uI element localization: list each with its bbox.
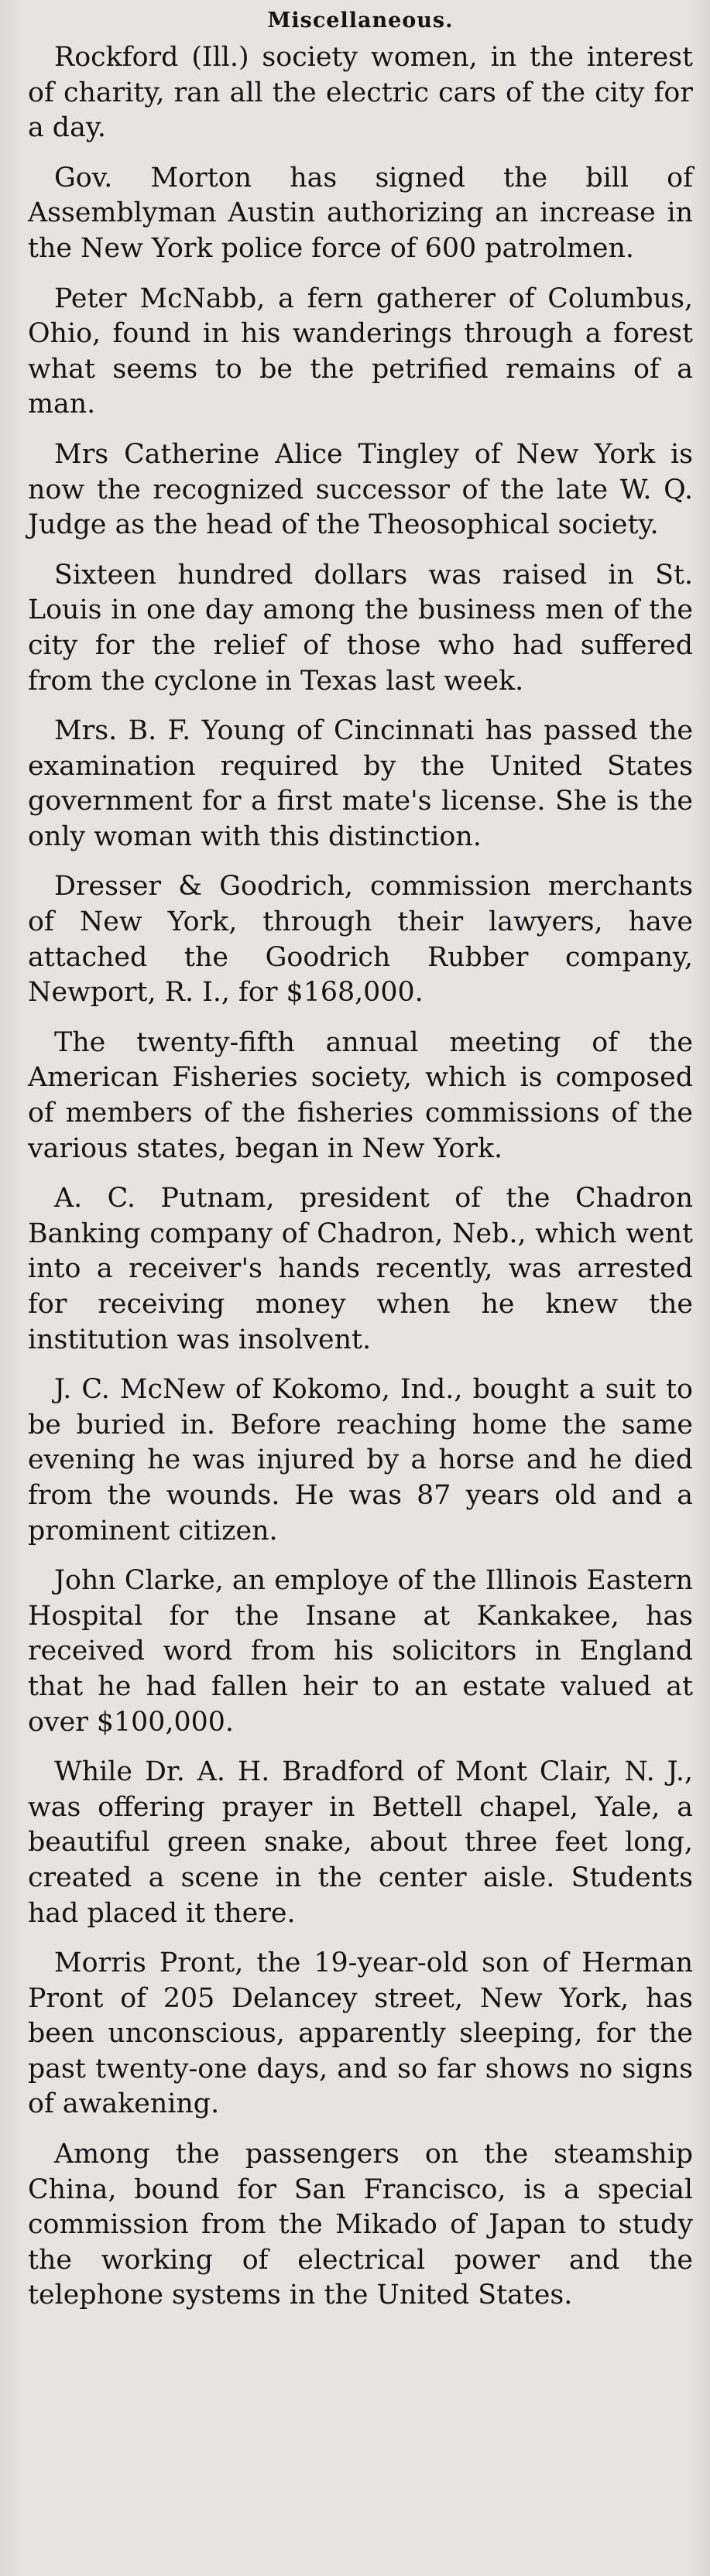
news-item: While Dr. A. H. Bradford of Mont Clair, N. J., was offering prayer in Bettell chapel, Yale, a beautiful green snake, about three feet long, created a scene in the center aisle. Students had placed it there. — [28, 1756, 693, 1929]
news-item: A. C. Putnam, president of the Chadron Banking company of Chadron, Neb., which went into a receiver's hands recently, was arrested for receiving money when he knew the institution was insolvent. — [28, 1183, 693, 1355]
news-item: Among the passengers on the steamship China, bound for San Francisco, is a special commission from the Mikado of Japan to study the working of electrical power and the telephone systems in the United States. — [28, 2139, 693, 2311]
section-heading: Miscellaneous. — [267, 9, 454, 33]
news-item: J. C. McNew of Kokomo, Ind., bought a suit to be buried in. Before reaching home the same evening he was injured by a horse and he died from the wounds. He was 87 years old and a prominent citizen. — [28, 1374, 693, 1547]
news-item: Sixteen hundred dollars was raised in St. Louis in one day among the business men of the city for the relief of those who had suffered from the cyclone in Texas last week. — [28, 559, 693, 697]
news-item: Dresser & Goodrich, commission merchants of New York, through their lawyers, have attached the Goodrich Rubber company, Newport, R. I., for $168,000. — [28, 871, 693, 1009]
news-item: Morris Pront, the 19-year-old son of Herman Pront of 205 Delancey street, New York, has been unconscious, apparently sleeping, for the past twenty-one days, and so far shows no signs of awakening. — [28, 1947, 693, 2120]
news-item: Mrs Catherine Alice Tingley of New York is now the recognized successor of the late W. Q. Judge as the head of the Theosophical society. — [28, 438, 693, 541]
news-item: Peter McNabb, a fern gatherer of Columbus, Ohio, found in his wanderings through a forest what seems to be the petrified remains of a man. — [28, 283, 693, 420]
news-item: Mrs. B. F. Young of Cincinnati has passed the examination required by the United States government for a first mate's license. She is the only woman with this distinction. — [28, 715, 693, 852]
news-item: John Clarke, an employe of the Illinois Eastern Hospital for the Insane at Kankakee, has received word from his solicitors in England that he had fallen heir to an estate valued at over $100,000. — [28, 1565, 693, 1738]
news-item: Gov. Morton has signed the bill of Assemblyman Austin authorizing an increase in the New York police force of 600 patrolmen. — [28, 162, 693, 264]
news-item: Rockford (Ill.) society women, in the interest of charity, ran all the electric cars of the city for a day. — [28, 42, 693, 144]
news-item: The twenty-fifth annual meeting of the American Fisheries society, which is composed of members of the fisheries commissions of the various states, began in New York. — [28, 1026, 693, 1164]
